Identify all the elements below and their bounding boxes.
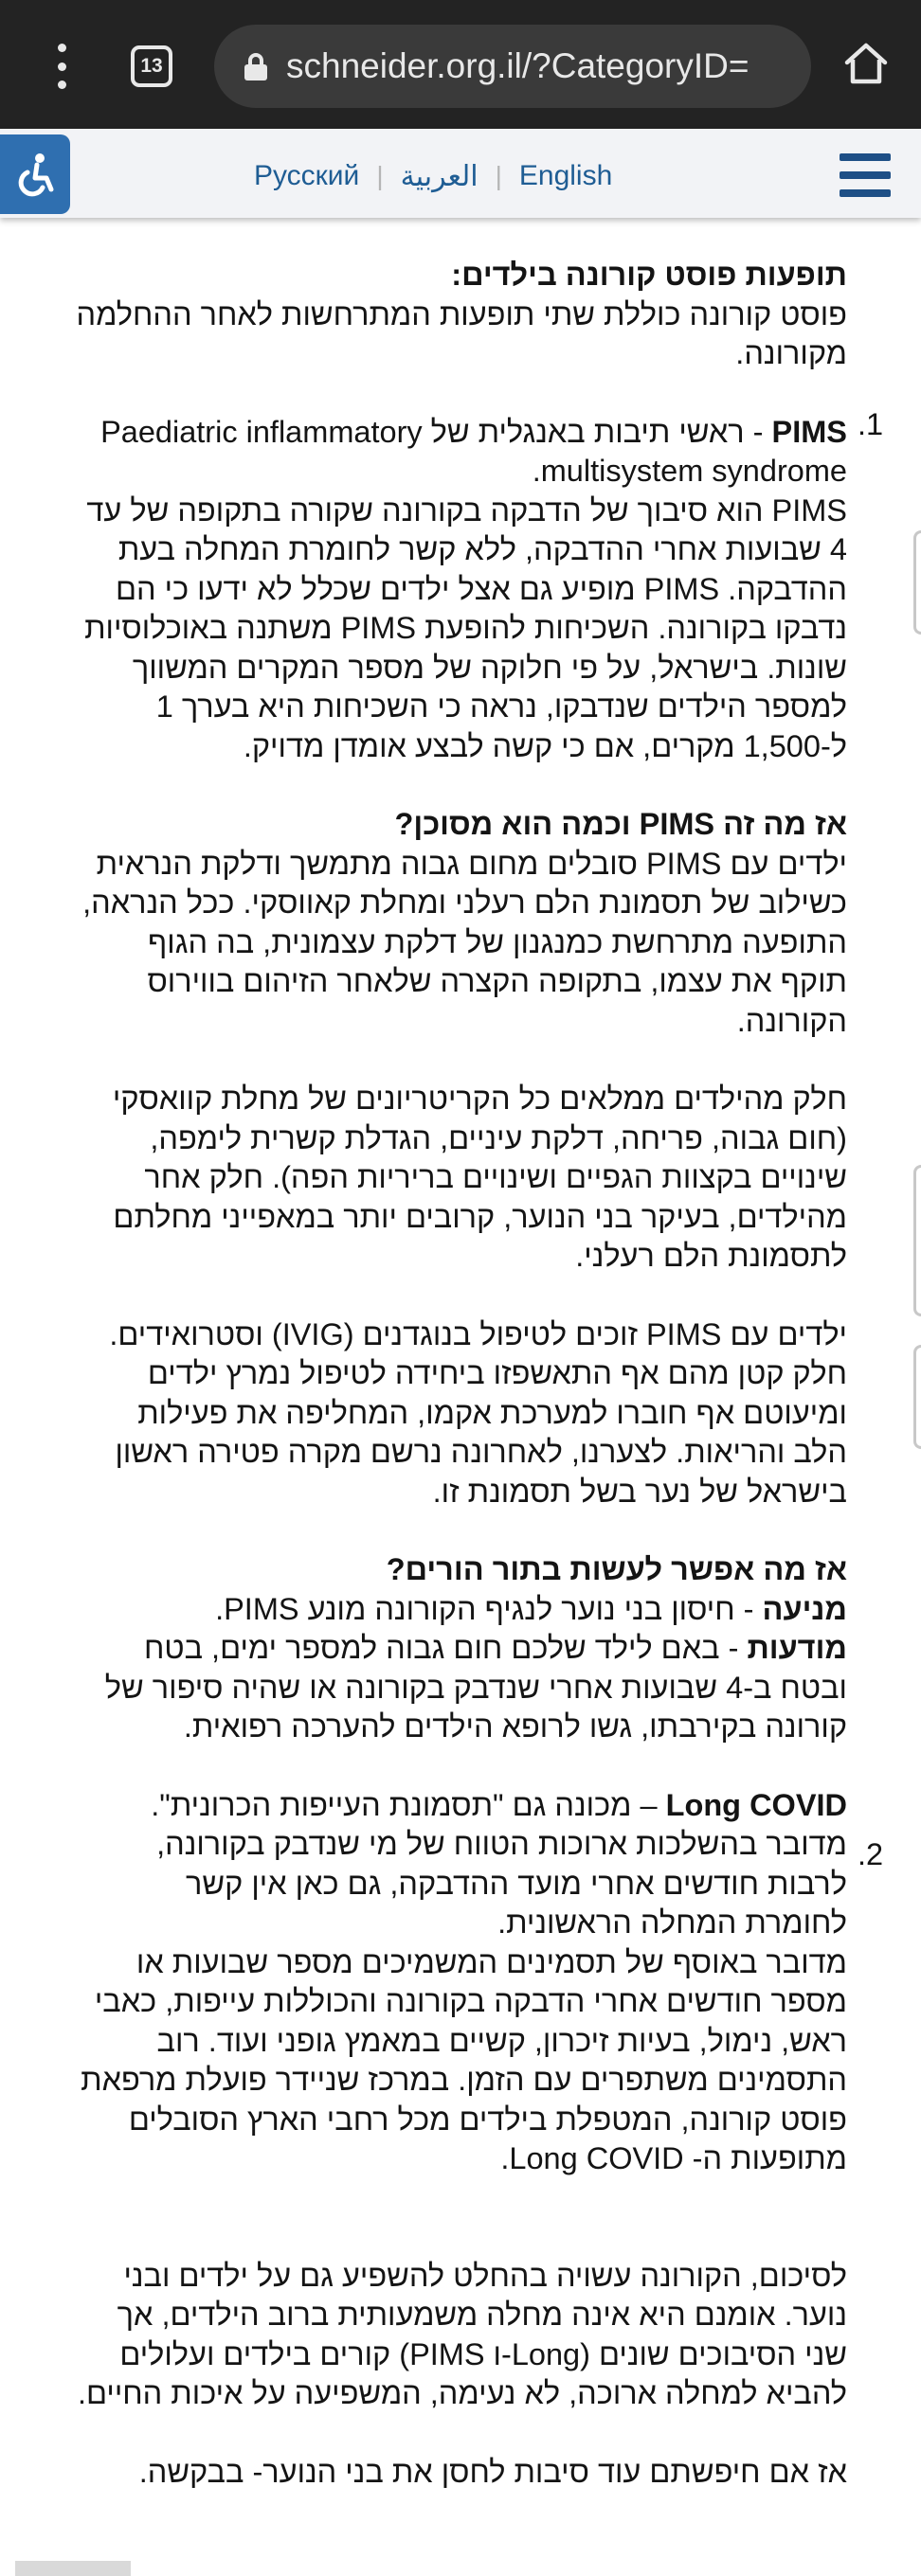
pims-term: PIMS [771, 414, 847, 449]
footer-placeholder [15, 2561, 131, 2576]
list-number-2: .2 [858, 1837, 884, 1871]
lock-icon [244, 53, 267, 80]
section-heading-pims-danger: אז מה זה PIMS וכמה הוא מסוכן? [394, 807, 847, 841]
paragraph: ילדים עם PIMS סובלים מחום גבוה מתמשך ודלקת הנראית כשילוב של תסמונת הלם רעלני ומחלת קאווסקי. ככל הנראה, התופעה מתרחשת כמנגנון של דלקת עצמונית, בה הגוף תוקף את עצמו, בתקופה הקצרה שלאחר הזיהום בווירוס הקורונה. [82, 846, 847, 1038]
prevention-line [76, 1590, 847, 1630]
intro-paragraph: פוסט קורונה כוללת שתי תופעות המתרחשות לאחר ההחלמה מקורונה. [76, 296, 847, 370]
pims-definition: - ראשי תיבות באנגלית של Paediatric inflammatory multisystem syndrome. [100, 414, 847, 488]
scroll-indicator[interactable] [913, 1345, 921, 1449]
tab-count: 13 [140, 55, 163, 77]
home-icon[interactable] [843, 42, 889, 85]
long-covid-p2: מדובר באוסף של תסמינים המשמיכים מספר שבועות או מספר חודשים אחרי הדבקה בקורונה והכוללות עייפות, כאבי ראש, נימול, בעיות זיכרון, קשיים במאמץ גופני ועוד. רוב התסמינים משתפרים עם הזמן. במרכז שניידר פועלת מרפאת פוסט קורונה, המטפלת בילדים מכל רחבי הארץ הסובלים מתופעות ה- Long COVID. [81, 1944, 847, 2175]
lang-english-link[interactable]: English [518, 160, 613, 191]
divider: | [495, 161, 502, 190]
awareness-text: - באם לילד שלכם חום גבוה למספר ימים, בטח ובטח ב-4 שבועות אחרי שנדבק בקורונה או שהיה סיפור של קורונה בקירבתו, גשו לרופא הילדים להערכה רפואית. [104, 1631, 847, 1744]
lang-arabic-link[interactable]: العربية [400, 160, 479, 192]
accessibility-button[interactable] [0, 134, 70, 214]
more-options-icon[interactable] [36, 44, 87, 89]
long-covid-p1: מדובר בהשלכות ארוכות הטווח של מי שנדבק בקורונה, לרבות חודשים אחרי מועד ההדבקה, גם כאן אין קשר לחומרת המחלה הראשונית. [156, 1827, 847, 1940]
prevention-label: מניעה [762, 1591, 847, 1626]
section-heading-parents: אז מה אפשר לעשות בתור הורים? [386, 1552, 847, 1586]
scroll-indicator[interactable] [913, 530, 921, 635]
summary-paragraph: לסיכום, הקורונה עשויה בהחלט להשפיע גם על ילדים ובני נוער. אומנם היא אינה מחלה משמעותית ברוב הילדים, אך שני הסיבוכים שונים (Long-ו PIMS) קורים בילדים ועלולים להביא למחלה ארוכה, לא נעימה, המשפיעה על איכות החיים. [77, 2258, 847, 2410]
list-number-1: .1 [858, 407, 884, 441]
pims-body: PIMS הוא סיבוך של הדבקה בקורונה שקורה בתקופה של עד 4 שבועות אחרי ההדבקה, ללא קשר לחומרת המחלה בעת ההדבקה. PIMS מופיע גם אצל ילדים שכלל לא ידעו כי הם נדבקו בקורונה. השכיחות להופעת PIMS משתנה באוכלוסיות שונות. בישראל, על פי חלוקה של מספר המקרים המשווך למספר הילדים שנדבקו, נראה כי השכיחות היא בערך 1 ל-1,500 מקרים, אם כי קשה לבצע אומדן מדויק. [84, 492, 847, 763]
long-covid-term: Long COVID [665, 1787, 847, 1822]
article-title: תופעות פוסט קורונה בילדים: [451, 258, 847, 292]
prevention-text: - חיסון בני נוער לנגיף הקורונה מונע PIMS. [215, 1591, 763, 1626]
language-switcher [254, 157, 612, 195]
scroll-indicator[interactable] [913, 1165, 921, 1316]
tab-switcher-button[interactable] [131, 45, 172, 87]
closing-paragraph: אז אם חיפשתם עוד סיבות לחסן את בני הנוער- בבקשה. [138, 2454, 847, 2489]
browser-toolbar [0, 0, 921, 129]
lang-russian-link[interactable]: Русский [254, 160, 360, 191]
address-bar[interactable] [214, 25, 811, 108]
menu-icon[interactable] [840, 153, 891, 197]
paragraph: ילדים עם PIMS זוכים לטיפול בנוגדנים (IVIG) וסטרואידים. חלק קטן מהם אף התאשפזו ביחידה לטיפול נמרץ ילדים ומיעוטם אף חוברו למערכת אקמו, המחליפה את פעילות הלב והריאות. לצערנו, לאחרונה נרשם מקרה פטירה ראשון בישראל של נער בשל תסמונת זו. [109, 1316, 847, 1509]
site-header [0, 129, 921, 218]
url-text: schneider.org.il/?CategoryID= [286, 46, 749, 85]
list-item-pims [76, 413, 847, 767]
divider: | [376, 161, 384, 190]
awareness-label: מודעות [747, 1631, 847, 1665]
wheelchair-icon [14, 152, 56, 197]
article-body [76, 256, 847, 2492]
list-item-long-covid [76, 1786, 847, 2179]
long-covid-definition: – מכונה גם "תסמונת העייפות הכרונית". [151, 1787, 666, 1822]
awareness-line [76, 1629, 847, 1747]
paragraph: חלק מהילדים ממלאים כל הקריטריונים של מחלת קוואסקי (חום גבוה, פריחה, דלקת עיניים, הגדלת קשרית לימפה, שינויים בקצוות הגפיים ושינויים בריריות הפה). חלק אחר מהילדים, בעיקר בני הנוער, קרובים יותר במאפייני מחלתם לתסמונת הלם רעלני. [112, 1082, 847, 1273]
